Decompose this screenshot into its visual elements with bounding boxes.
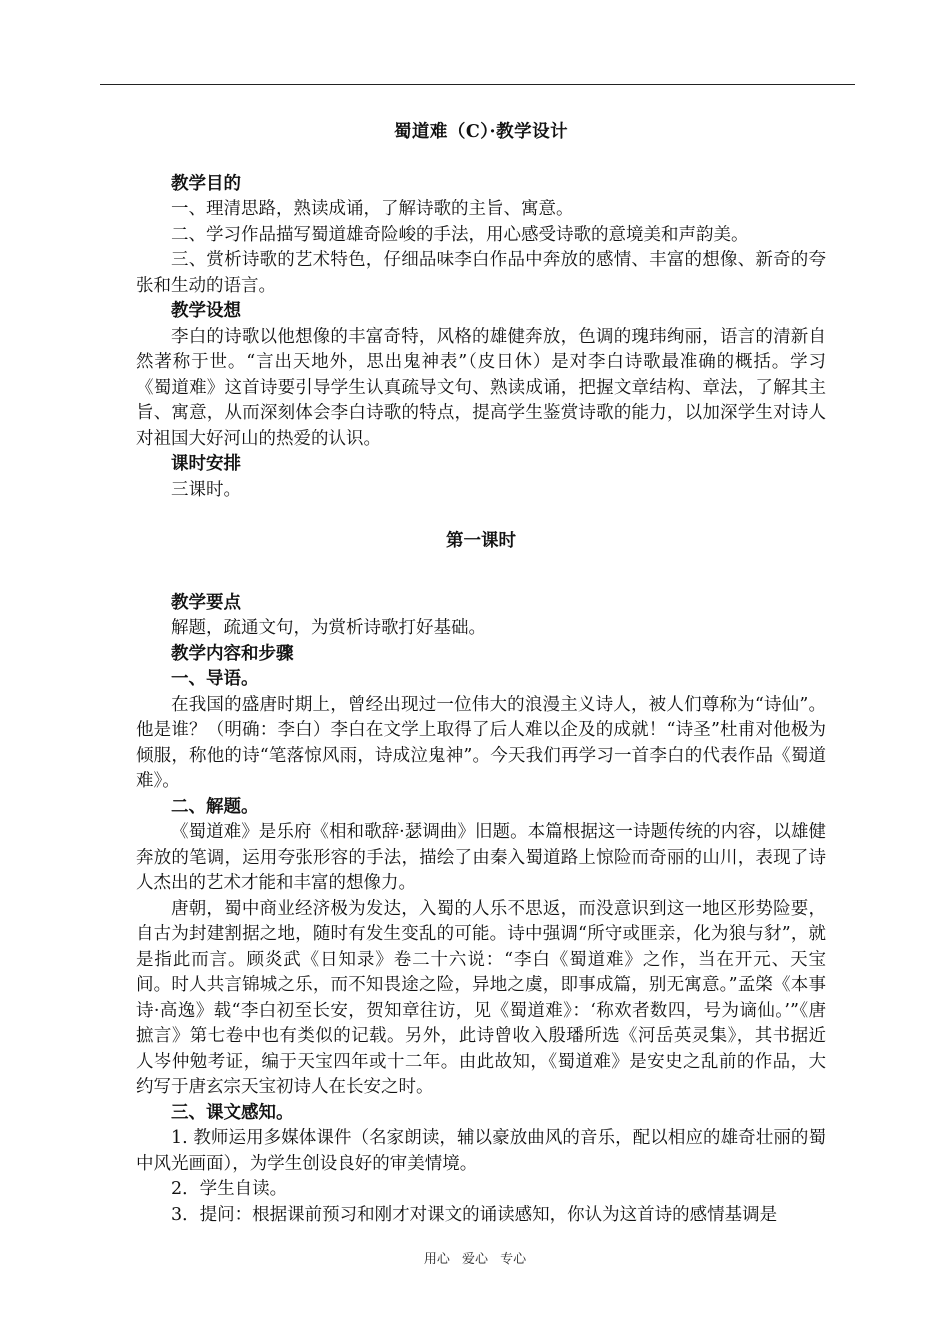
- concept-heading: 教学设想: [171, 301, 241, 321]
- focus-heading: 教学要点: [171, 592, 241, 613]
- concept-paragraph: 李白的诗歌以他想像的丰富奇特，风格的雄健奔放，色调的瑰玮绚丽，语言的清新自然著称于世。“言出天地外，思出鬼神表”（皮日休）是对李白诗歌最准确的概括。学习《蜀道难》这首诗要引导学生认真疏导文句、熟读成诵，把握文章结构、章法，了解其主旨、寓意，从而深刻体会李白诗歌的特点，提高学生鉴赏诗歌的能力，以加深学生对诗人对祖国大好河山的热爱的认识。: [136, 326, 826, 449]
- perceive-heading: 三、课文感知。: [171, 1102, 294, 1123]
- objective-item: 三、赏析诗歌的艺术特色，仔细品味李白作品中奔放的感情、丰富的想像、新奇的夸张和生动的语言。: [136, 250, 826, 296]
- intro-heading: 一、导语。: [171, 669, 259, 689]
- explain-heading: 二、解题。: [171, 796, 259, 817]
- schedule-text: 三课时。: [171, 479, 241, 500]
- document-title: 蜀道难（C）·教学设计: [393, 122, 569, 142]
- document-body: [136, 120, 826, 1228]
- objective-item: 二、学习作品描写蜀道雄奇险峻的手法，用心感受诗歌的意境美和声韵美。: [171, 224, 749, 245]
- header-rule: [100, 84, 855, 85]
- perceive-item: 3．提问：根据课前预习和刚才对课文的诵读感知，你认为这首诗的感情基调是: [171, 1204, 778, 1225]
- focus-text: 解题，疏通文句，为赏析诗歌打好基础。: [171, 618, 486, 638]
- lesson-title: 第一课时: [446, 531, 516, 551]
- intro-paragraph: 在我国的盛唐时期上，曾经出现过一位伟大的浪漫主义诗人，被人们尊称为“诗仙”。他是谁？（明确：李白）李白在文学上取得了后人难以企及的成就！“诗圣”杜甫对他极为倾服，称他的诗“笔落惊风雨，诗成泣鬼神”。今天我们再学习一首李白的代表作品《蜀道难》。: [136, 694, 826, 791]
- explain-paragraph: 《蜀道难》是乐府《相和歌辞·瑟调曲》旧题。本篇根据这一诗题传统的内容，以雄健奔放的笔调，运用夸张形容的手法，描绘了由秦入蜀道路上惊险而奇丽的山川，表现了诗人杰出的艺术才能和丰富的想像力。: [136, 822, 826, 893]
- explain-paragraph: 唐朝，蜀中商业经济极为发达，入蜀的人乐不思返，而没意识到这一地区形势险要，自古为封建割据之地，随时有发生变乱的可能。诗中强调“所守或匪亲，化为狼与豺”，就是指此而言。顾炎武《日知录》卷二十六说：“李白《蜀道难》之作，当在开元、天宝间。时人共言锦城之乐，而不知畏途之险，异地之虞，即事成篇，别无寓意。”孟棨《本事诗·高逸》载“李白初至长安，贺知章往访，见《蜀道难》：‘称欢者数四，号为谪仙。’”《唐摭言》第七卷中也有类似的记载。另外，此诗曾收入殷璠所选《河岳英灵集》，其书据近人岑仲勉考证，编于天宝四年或十二年。由此故知，《蜀道难》是安史之乱前的作品，大约写于唐玄宗天宝初诗人在长安之时。: [136, 898, 826, 1097]
- schedule-heading: 课时安排: [171, 454, 241, 474]
- perceive-item: 2．学生自读。: [171, 1179, 288, 1199]
- perceive-item: 1. 教师运用多媒体课件（名家朗读，辅以豪放曲风的音乐，配以相应的雄奇壮丽的蜀中风光画面），为学生创设良好的审美情境。: [136, 1128, 826, 1174]
- objective-item: 一、理清思路，熟读成诵，了解诗歌的主旨、寓意。: [171, 199, 574, 219]
- objectives-heading: 教学目的: [171, 173, 241, 194]
- steps-heading: 教学内容和步骤: [171, 643, 294, 664]
- page-footer: 用心 爱心 专心: [423, 1252, 527, 1267]
